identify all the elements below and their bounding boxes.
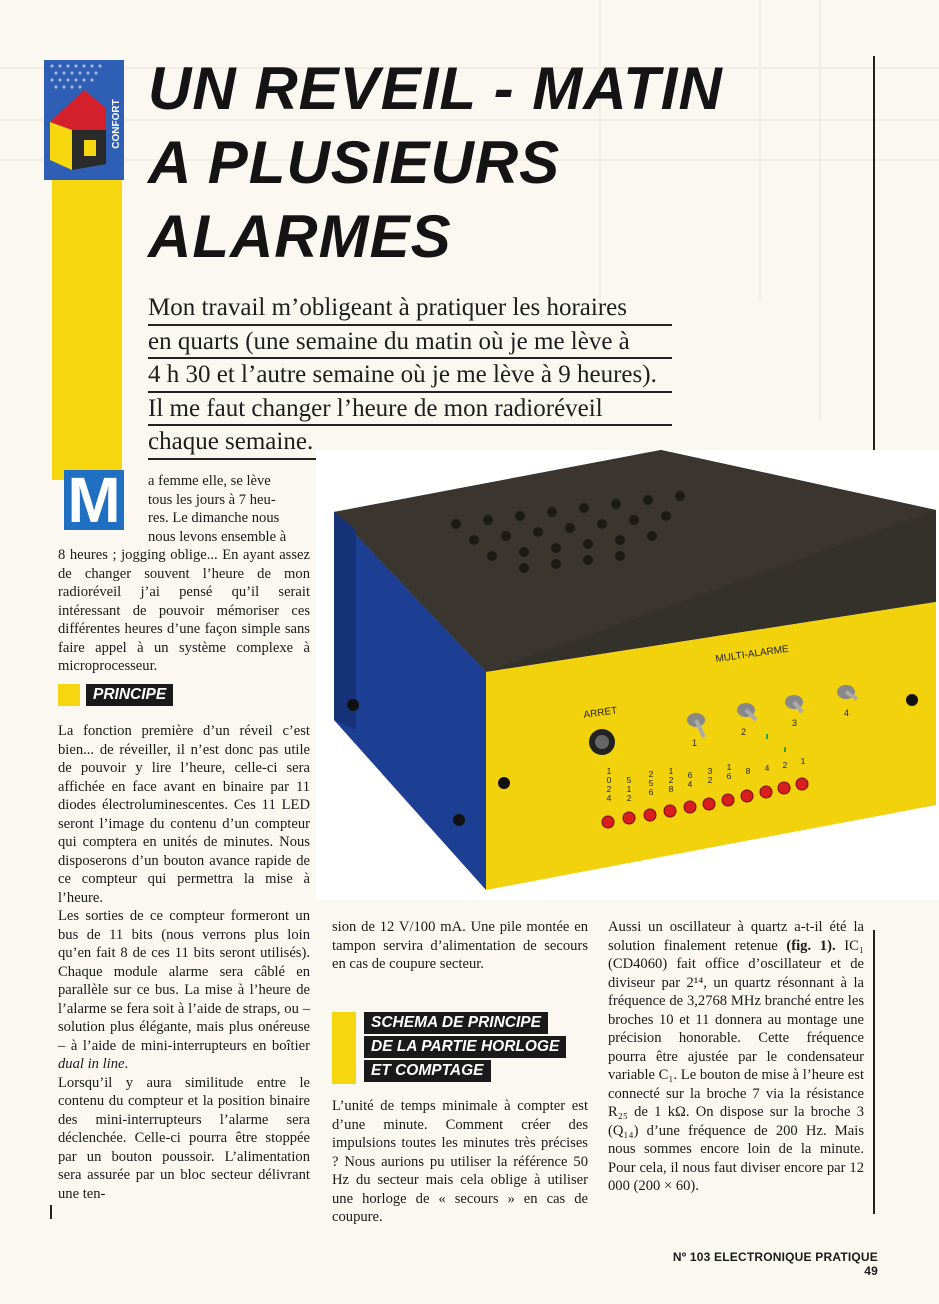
column-3-text	[608, 918, 864, 1196]
intro-line: Il me faut changer l’heure de mon radioréveil	[148, 393, 672, 427]
led	[778, 782, 790, 794]
led	[623, 812, 635, 824]
text-run: .	[124, 1056, 129, 1072]
body-paragraph: Lorsqu’il y aura similitude entre le contenu du compteur et la position binaire des mini-interrupteurs l’alarme sera déclenchée. Celle-ci pourra être stoppée par un bouton poussoir. L’alimentation sera assurée par un bloc secteur délivrant une ten-	[58, 1074, 310, 1202]
intro-paragraph	[148, 292, 672, 460]
arret-label: ARRET	[582, 705, 618, 721]
column-2-text: sion de 12 V/100 mA. Une pile montée en tampon servira d’alimentation de secours en cas de coupure secteur.	[332, 919, 588, 972]
column-rule	[873, 930, 875, 1214]
led-weight: 2	[782, 760, 788, 770]
heading-marker	[332, 1012, 356, 1084]
led-weight: 3 2	[707, 766, 713, 785]
intro-line: Mon travail m’obligeant à pratiquer les horaires	[148, 292, 672, 326]
led	[760, 786, 772, 798]
text-run: IC₁ (CD4060) fait office d’oscillateur et de diviseur par 2¹⁴, un quartz résonnant à la fréquence de 3,2768 MHz branché entre les broches 10 et 11 donnera au montage une précision honorable. Cette fréquence pourra être ajustée par le condensateur variable C₁. Le bouton de mise à l’heure est connecté sur la broche 7 via la résistance R₂₅ de 1 kΩ. On dispose sur la broche 3 (Q₁₄) d’une fréquence de 200 Hz. Mais nous sommes encore loin de la minute. Pour cela, il nous faut diviser encore par 12 000 (200 × 60).	[608, 937, 864, 1194]
led-weight: 4	[764, 763, 770, 773]
text-run: Les sorties de ce compteur formeront un bus de 11 bits (nous verrons plus loin qu’en fait 8 de ces 11 bits seront utilisés). Chaque module alarme sera câblé en parallèle sur ce bus. La mise à l’heure de l’alarme se fera soit à l’aide de straps, ou – solution plus élégante, mais plus onéreuse – à l’aide de mini-interrupteurs en boîtier	[58, 908, 310, 1054]
text-run: Aussi un oscillateur à quartz a-t-il été la solution finalement retenue	[608, 919, 864, 954]
intro-line: en quarts (une semaine du matin où je me lève à	[148, 326, 672, 360]
switch-number: 1	[692, 738, 698, 748]
heading-schema-line: DE LA PARTIE HORLOGE	[364, 1036, 566, 1058]
led-weight: 1 6	[726, 762, 732, 781]
switch-number: 4	[844, 708, 850, 718]
led	[796, 778, 808, 790]
text-run-italic: dual in line	[58, 1056, 125, 1072]
body-paragraph	[58, 907, 310, 1074]
body-line: res. Le dimanche nous	[148, 510, 280, 526]
led-weight: 1 2 8	[668, 766, 674, 794]
intro-line: chaque semaine.	[148, 426, 672, 460]
title-line: A PLUSIEURS	[148, 129, 561, 196]
body-line: a femme elle, se lève	[148, 473, 271, 489]
body-paragraph: 8 heures ; jogging oblige... En ayant assez de changer souvent l’heure de mon radioréveil j’ai pensé qu’il serait intéressant de pouvoir mémoriser ces différentes heures d’une façon simple sans faire appel à un système complexe à microprocesseur.	[58, 547, 310, 674]
led-weight: 1	[800, 756, 806, 766]
body-line: tous les jours à 7 heu-	[148, 491, 276, 508]
device-photo	[316, 450, 939, 900]
led-weight: 6 4	[687, 770, 693, 789]
led	[741, 790, 753, 802]
led-weight: 5 1 2	[626, 775, 632, 803]
led-weight: 2 5 6	[648, 769, 654, 797]
led	[722, 794, 734, 806]
page-footer: Nº 103 ELECTRONIQUE PRATIQUE 49	[672, 1250, 878, 1278]
switch-number: 2	[741, 727, 747, 737]
title-line: UN REVEIL - MATIN	[148, 55, 723, 122]
led	[684, 801, 696, 813]
body-paragraph-start	[148, 472, 310, 546]
title-line: ALARMES	[148, 203, 452, 270]
body-paragraph: L’unité de temps minimale à compter est d’une minute. Comment créer des impulsions toutes les minutes très précises ? Nous aurions pu utiliser la référence 50 Hz du secteur mais cela oblige à utiliser une horloge de « secours » en cas de coupure.	[332, 1098, 588, 1225]
heading-marker	[58, 684, 80, 706]
led	[602, 816, 614, 828]
switch-number: 3	[792, 718, 798, 728]
column-rule	[50, 1205, 52, 1219]
figure-reference: (fig. 1).	[786, 937, 836, 954]
led	[703, 798, 715, 810]
article-title	[148, 52, 828, 274]
heading-principe: PRINCIPE	[86, 684, 173, 706]
led	[644, 809, 656, 821]
heading-schema-line: SCHEMA DE PRINCIPE	[364, 1012, 548, 1034]
column-rule	[873, 56, 875, 466]
led	[664, 805, 676, 817]
column-1-text	[58, 722, 310, 1203]
category-label: CONFORT	[111, 99, 122, 149]
drop-cap: M	[64, 470, 124, 530]
confort-house-icon	[44, 60, 124, 180]
heading-schema-line: ET COMPTAGE	[364, 1060, 491, 1082]
intro-line: 4 h 30 et l’autre semaine où je me lève à 9 heures).	[148, 359, 672, 393]
led-weight: 1 0 2 4	[606, 766, 612, 803]
body-line: nous levons ensemble à	[148, 528, 287, 545]
body-paragraph: La fonction première d’un réveil c’est bien... de réveiller, il n’est donc pas utile de pouvoir y lire l’heure, celle-ci sera affichée en face avant en binaire par 11 diodes électroluminescentes. Ces 11 LED seront l’image du contenu d’un compteur qui comptera en unités de minutes. Nous disposerons d’un bouton avance rapide de ce compteur qui permettra la mise à l’heure.	[58, 723, 310, 906]
panel-label: MULTI-ALARME	[714, 643, 790, 665]
led-weight: 8	[745, 766, 751, 776]
